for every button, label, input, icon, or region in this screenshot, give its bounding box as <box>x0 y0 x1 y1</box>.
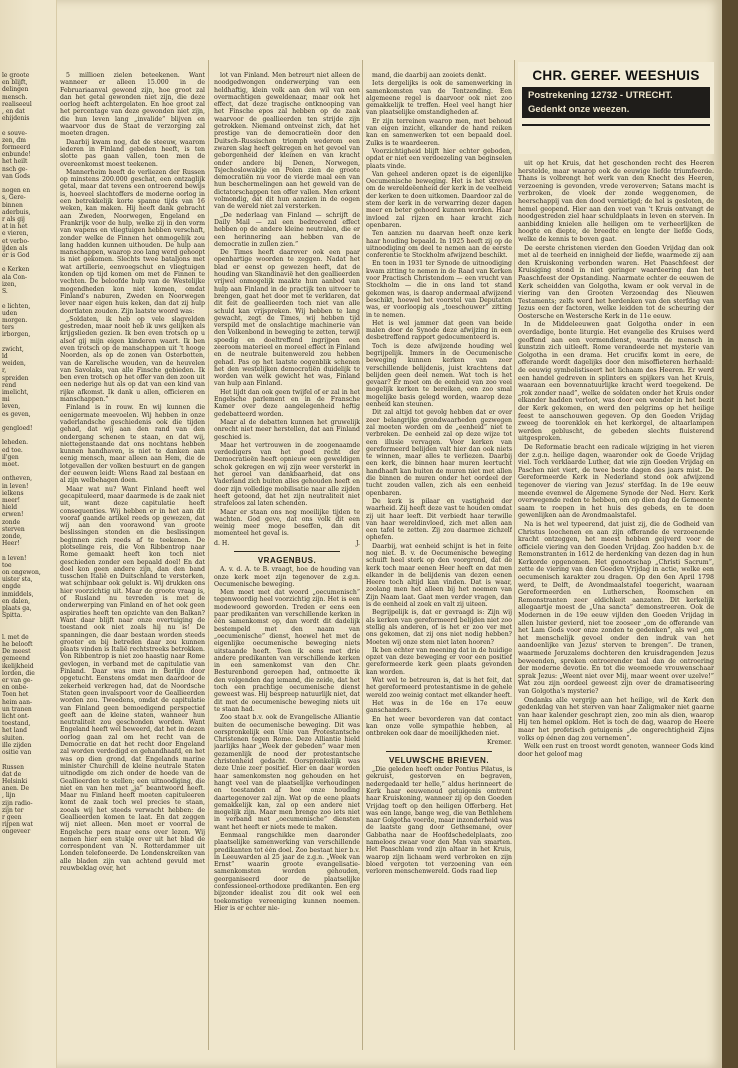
text-line: zonde <box>2 518 21 526</box>
paragraph: Dit zal altijd tot gevolg hebben dat er over zeer belangrijke grondwaarheden gezwegen zal moeten worden om de „eenheid” niet te verbreken. De eenheid zal op deze wijze tot een illusie vervagen. Voor kerken van gereformeerd belijden valt hier dan ook niets te winnen, maar alles te verliezen. Daarbij een kerk, die binnen haar muren leertucht handhaaft kan buiten de muren niet met allen die binnen de muren onder het oordeel der tucht zouden vallen, zich als een eenheid openbaren. <box>366 409 512 497</box>
paragraph: Maar wat nu? Want Finland heeft wel gecapituleerd, maar daarmede is de zaak niet uit, want deze capitulatie heeft consequenties. Wij hebben er in het aan dit vooraf gaande artikel reeds op gewezen, dat wij aan den voorawond van groote beslissingen stonden en die beslissingen beginnen zich reeds af te teekenen. De plotselinge reis, die Von Ribbentrop naar Rome gemaakt heeft kon toch niet geschieden zonder een bepaald doel! En dat doel kon geen andere zijn, dan den band tusschen Italië en Duitschland te versterken, wat schijnbaar ook gelukt is. Wij drukken ons hier voorzichtig uit. Maar de groote vraag is, of Rusland nu tevreden is met de onderwerping van Finland en of het ook geen aspiraties heeft ten opzichte van den Balkan? Want daar blijft naar onze overtuiging de toestand ook niet zoals hij nu is! De spanningen, die daar bestaan worden steeds grooter en bij betreden daar zou kunnen plaats vinden is Italië rechtstreeks betrokken. Von Ribbentrop is niet zoo haastig naar Rome gevlogen, in verband met de capitulatie van Finland. Daar was men in Berlijn door opgetucht. Eenstens omdat men daardoor de zekerheid verkregen had, dat de Noordsche Staten geen invalspoort voor de Geallieerden worden zou. Tweedens, omdat de capitulatie van Finland geen bemoedigend perspectief geeft aan de kleine staten, wanneer hun neutraliteit zou geschonden worden. Want Engeland heeft wel beweerd, dat het in dezen oorlog gaan zal om het recht van de Democratie en dat het recht door Engeland zal worden verdedigd en gehandhaafd, en het was op dien grond, dat Engelands marine minister Churchill de kleine neutrale Staten uitnodigde om zich onder de hoede van de Geallieerden te stellen; een uitnoodiging, die niet en van hen met „ja” beantwoord heeft. Maar nu Finland heeft moeten capituleeren komt de zaak toch wel precies te staan, zooals wij het steeds verwacht hebben: de Geallieerden komen te laat. En dat zeggen wij niet alleen. Men moet er voorral de Engelsche pers maar eens over lezen. Wij nemen hier een stukje over uit het blad de correspondent van N. Rotterdammer uit Londen telefoneerde. De Londenskreiken van alle bladen zijn van achtend gevuld met reuwbeklag over, het <box>60 485 205 873</box>
text-line: spreiden <box>2 374 29 382</box>
paragraph: De Times heeft daarover ook een paar openhartige woorden te zeggen. Nadat het blad er eenst op gewezen heeft, dat de houding van Skandinavië het den geallieerden vrijwel onmogelijk maakte hun aanbod van hulp aan Finland in de practijk ten uitvoer te brengen, gaat het door met te verklaren, dat dit feit de geallieerden toch niet van alle schuld kan vrijspreken. Wij hebben te lang gewacht, zegt de Times, wij hebben tijd verspild met de onslachtige machinerie van den Volkenbond in beweging te zetten, terwijl spoedig en doeltreffend ingrijpen een zeeroom materieel en moreel effect in Finland en de neutrale buitenwereld zou hebben gehad. Pas op het laatste oogenblik schenen het den westelijken democratiën duidelijk te worden van welk gewicht het was, Finland van hulp aan Finland. <box>214 249 360 388</box>
text-line: uister sta, <box>2 576 33 584</box>
paragraph: En toen in 1931 ter Synode de uitnoodiging kwam zitting te nemen in de Raad van Kerken voor Practisch Christendom — een vrucht van Stockholm — die in ons land tot stand gekomen was, is daarop andermaal afwijzend beschikt, hoewel het voorstel van Deputaten was, er voorloopig als „toeschouwer” zitting in te nemen. <box>366 260 512 319</box>
paragraph: Maar al de debatten kunnen het gruwelijk onrecht niet meer herstellen, dat aan Finland geschied is. <box>214 418 360 441</box>
text-line <box>2 627 52 634</box>
paragraph: Welk een rust en troost wordt genoten, wanneer Gods kind door het geloof mag <box>518 743 714 758</box>
masthead-title: CHR. GEREF. WEESHUIS <box>532 68 700 83</box>
paragraph: Daarbij, wat eenheid schijnt is het in feite nog niet. B. v. de Oecumenische beweging schuift heel sterk op den voorgrond, dat de kerk toch maar eenen Heer heeft en dat men elkander in de belijdenis van dezen eenen Heere toch altijd kan vinden. Dat is waar, zoolang men het alleen bij het noemen van Zijn Naam laat. Gaat men verder vragen, dan is de eenheid al zoek en valt zij uiteen. <box>366 542 512 609</box>
text-line: mensch. <box>2 93 28 101</box>
text-line: meer! <box>2 496 21 504</box>
text-line <box>2 619 52 626</box>
article-signature <box>214 540 360 547</box>
column-rule <box>514 60 515 1050</box>
paragraph: Maar het vertrouwen in de zoogenaamde verdedigers van het goed recht der Democratieën heeft opnieuw een geweldigen schok gekregen en wij zijn weer versterkt in het geroel van dankbaarheid, dat ons Vaderland zich buiten alles gehouden heeft en door zijn volledige mobilisatie naar alle zijden heeft getoond, dat het zijn neutraliteit niet strafeloos zal laten schenden. <box>214 441 360 508</box>
text-line: gemeend <box>2 655 30 663</box>
paragraph: lot van Finland. Men betreurt niet alleen de noodgedwongen onderwerping van een heldhaftig, klein volk aan den wil van een overmachtigen geweldenaar, maar ook het effect, dat deze tragische ontknooping van het Finsche epos zal hebben op de zaak waarvoor de geallieerden ten strijde zijn getrokken. Niemand ontveinst zich, dat het prestige van de democratieën door den Duitsch–Russischen triomph wederom een zwaren slag heeft gekregen en het gevoel van geborgenheid der kleinen en van kracht onder andere bij Denen, Norwegen, Tsjechoslowakije en Polen zien de groote democratiën nu voor de vierde maal een van hun beschermelingen aan het geweld van de dictatorschappen ten offer vallen. Men erkent volmondig, dat dit hun aanzien in de oogen van de wereld niet zal versterken. <box>214 72 360 211</box>
text-line: lorden, die <box>2 669 35 677</box>
text-line: van Gods <box>2 172 31 180</box>
text-line: rijpen wat <box>2 821 33 829</box>
text-line: en dalen, <box>2 597 30 605</box>
paragraph: Er zijn terreinen waarop men, met behoud van eigen inzicht, elkander de hand reiken kan en samenwerken tot een bepaald doel. Zulks is te waardeeren. <box>366 117 512 147</box>
text-line: binnen <box>2 201 23 209</box>
text-line: dat de <box>2 770 22 778</box>
text-line: e lichten, <box>2 302 31 310</box>
text-line: on ongewon, <box>2 569 41 577</box>
text-line: il'gen <box>2 453 19 461</box>
text-line <box>2 295 52 302</box>
text-line: ongeveer <box>2 828 31 836</box>
text-line: delingen <box>2 86 29 94</box>
text-line <box>2 432 52 439</box>
vragenbus-article <box>214 566 360 912</box>
text-line: morgen. <box>2 316 28 324</box>
paragraph: Het lijdt dan ook geen twijfel of er zal in het Engelsche parlement en in de Fransche Kamer over deze aangelegenheid heftig gedebatteerd worden. <box>214 388 360 418</box>
article-separator <box>234 551 340 552</box>
text-line: realiseeul <box>2 100 32 108</box>
text-line: le groote <box>2 72 30 79</box>
paragraph: En het weer bevorderen van dat contact kan onze volle sympathie hebben, al ontbreken ook daar de moeilijkheden niet. <box>366 715 512 738</box>
text-line: zijn radio- <box>2 799 33 807</box>
text-line: zijn ter <box>2 806 24 814</box>
text-line: r, <box>2 367 7 375</box>
column-1 <box>60 72 205 873</box>
paragraph: Maar er staan ons nog moeilijke tijden te wachten. God geve, dat ons volk dit een weinig meer moge beseffen, dan dit momenteel het geval is. <box>214 508 360 538</box>
paragraph: „De nederlaag van Finland — schrijft de Daily Mail — zal een bedroevend effect hebben op de andere kleine neutralen, die er een herinnering aan hebben van de democratie in zullen zien.” <box>214 211 360 248</box>
paragraph: uit op het Kruis, dat het geschonden recht des Heeren herstelde, maar waarop ook de eeuwige liefde triumfeerde. Thans is volbrengt het werk van den Knecht des Heeren, verzoening is gevonden, vrede veroverven; Satans macht is verbroken, de vloek der zonde weggenomen, de heerschappij van den dood vernietigd; de hel is gesloten, de hemel geopend. Hier aan den voet van 't Kruis ontvangt de noodgestreden ziel haar schuldplaats in leven en sterven. In aanbidding knielen alle heiligen om te verheerlijken de hoogte en diepte, de breedte en lengte der liefde Gods, welke de kennis te boven gaat. <box>518 160 714 243</box>
paragraph: „Die geleden heeft onder Pontius Pilatus, is gekruist, gestorven en begraven, nedergedaald ter helle,” aldus herinneert de Kerk haar eeuwenoud getuigenis omtrent haar Kruiskoning, wanneer zij op den Goeden Vrijdag toeft op den heiligen Offerberg. Het was een lange, bange weg, die van Bethlehem naar Golgotha voerde, maar inzonderheid was de laatste gang door Gethsemané, over Gabbatha naar de Hoofdschedelplaats, zoo nameloos zwaar voor den Man van smarten. Het Paaschlam vond zijn altaar in het Kruis, waarop zijn lichaam werd verbroken en zijn bloed vergoten tot verzoening van een verloren menschenwereld. Gods raad liep <box>366 766 512 876</box>
text-line: anen. De <box>2 785 30 793</box>
text-line: erwen! <box>2 511 24 519</box>
article-separator <box>386 751 492 752</box>
text-line <box>2 259 52 266</box>
text-line: heim aan- <box>2 698 32 706</box>
text-line: het heilt <box>2 158 28 166</box>
paragraph: Wat wel te betreuren is, dat is het feit, dat het gereformeerd protestantisme in de gehele wereld zoo weinig contact met elkander heeft. <box>366 677 512 699</box>
text-line: inmiddels, <box>2 590 34 598</box>
text-line: in leven! <box>2 482 29 490</box>
column-rule <box>208 60 209 1050</box>
paragraph: mand, die daarbij aan zooiets denkt. <box>372 72 487 79</box>
text-line: ld <box>2 352 8 360</box>
text-line: ters <box>2 324 14 332</box>
text-line <box>2 547 52 554</box>
text-line: moet. <box>2 460 20 468</box>
veluwsche-brieven-article <box>366 766 512 875</box>
text-line: Toen het <box>2 691 29 699</box>
text-line: e souve- <box>2 129 27 137</box>
text-line: leven, <box>2 403 21 411</box>
text-line: enbunde! <box>2 151 31 159</box>
paragraph: Men moet met dat woord „oecumenisch” tegenwoordig heel voorzichtig zijn. Het is een modewoord geworden. Treden er eens een paar predikanten van verschillende kerken in één samenkomst op, dan wordt dit dadelijk bestempeld met den naam van „oecumenische” dienst, hoewel het met de eigenlijke oecumenische beweging niets uitstaande heeft. Toen ik eens met drie andere predikanten van verschillende kerken in een samenkomst van den Chr. Besturenbond geroepen had, ontmoette ik den volgenden dag iemand, die zeide, dat het toch een prachtige oecumenische dienst geweest was. Hij bespreep natuurlijk niet, dat dit met de oecumenische beweging niets uit te staan had. <box>214 589 360 713</box>
text-line: ontheven, <box>2 475 33 483</box>
text-line: e Kerken <box>2 266 30 274</box>
paragraph: Het was in de 16e en 17e eeuw ganschanders. <box>366 699 512 715</box>
masthead-postal: Postrekening 12732 - UTRECHT. <box>522 87 710 103</box>
paragraph: In de Middeleeuwen gaat Golgotha onder in een overdadige, bonte liturgie. Het evangelie des Kruises werd geoffend aan een vormendienst, waarin de mensch in kunstzin zich uitleeft. Rome verandeerde net mysterie van Golgotha in een drama. Het crucifix komt in eere, de offerande wordt dagelijks door den misoffieteren herhaald: de eeuwig symbolistiseert het lichaam des Heeren. Er werd een handel gedreven in splinters en spijkers van het Kruis, waaraan een bovennatuurlijke kracht werd toegekend. De „rok zonder naad”, welke de soldaten onder het Kruis onder elkander hadden verloot, was door een wonder in het bezit der Kerk gekomen, en werd den pelgrims op het heilige feest te aanschouwen gegeven. Op den Goeden Vrijdag zweeg de toorenklok en het kerkorgel, de altaarlampen werden gebluscht, de gebeden slechts fluisterend uitgesproken. <box>518 321 714 443</box>
column-4 <box>518 160 714 759</box>
masthead-motto: Gedenkt onze weezen. <box>522 103 710 118</box>
vragenbus-heading: VRAGENBUS. <box>257 556 317 565</box>
text-line: r geen <box>2 813 22 821</box>
text-line: ijden als <box>2 244 28 252</box>
text-line: uden <box>2 309 18 317</box>
text-line <box>2 339 52 346</box>
text-line: un tranen <box>2 705 32 713</box>
text-line: rend <box>2 381 17 389</box>
text-line: Russen <box>2 763 24 771</box>
column-rule <box>362 60 363 1050</box>
text-line: mi <box>2 396 10 404</box>
text-line: ikelijkheid <box>2 662 34 670</box>
paragraph: Toch is deze afwijzende houding wel begrijpelijk. Immers in de Oecumenische beweging kunnen kerken van zeer verschillende belijdenis, juist krachtens dat belijden geen deel nemen. Wat toch is het gevaar? Er moet om de eenheid van zoo veel mogelijk kerken te bereiken, een zoo smal mogelijke basis gelegd worden, waarop deze eenheid kan steunen. <box>366 342 512 409</box>
paragraph: Mannerheim heeft de verliezen der Russen op minstens 200.000 geschat, een ontzaglijk getal, maar dat tevens een ontroerend bewijs is, hoeveel slachtoffers de moderne oorlog in een betrekkelijk korte spanne tijds van 16 weken, kan maken. Hij heeft dank gebracht aan Zweden, Noorwegen, Engeland en Frankrijk voor de hulp, welke zij in den vorm van wapens en vliegtuigen hebben verschaft, zonder welke de Finnen het onmogelijk zou lang hadden kunnen uithouden. De hulp aan manschappen, waarop zoo lang werd gehoopt is niet gekomen. Slechts twee bataljons met wat artillerie, eenvoegschut en vliegtuigen konden op tijd komen om met de Finnen te vechten. De beloofde hulp van de Westelijke mogendheden kon niet komen, omdat Finland's naburen, Zweden en Noorwegen lever naar eigen huis keken, dan dat zij hulp doortlaten zouden. Zijn laatste woord was: <box>60 168 205 315</box>
signature-initials: d. H. <box>214 539 230 547</box>
text-line: l. met de <box>2 633 29 641</box>
text-line: en blijft, <box>2 79 28 87</box>
paragraph: Finland is in rouw. En wij kunnen die eenigermate meevoelen. Wij hebben in onze vaderlandsche geschiedenis ook die tijden gehad, dat wij aan den rand van den ondergang schenen te staan, en dat wij, niettegenstaande dat ons nochtans hebben kunnen handhaven, is niet te danken aan eenig mensch, maar alleen aan Hem, die de lotgevallen der volken bestuurt en de gangen der eeuwen leidt: Wiens Raad zal bestaan en al zijn welbehagen doen. <box>60 404 205 485</box>
signature-letter: J. <box>356 539 360 547</box>
text-line: , en dat <box>2 108 25 116</box>
text-line: nogen en <box>2 187 31 195</box>
previous-page-column <box>2 72 52 836</box>
text-line <box>2 122 52 129</box>
text-line <box>2 180 52 187</box>
paragraph: Eenmaal rangschikke men daaronder plaatselijke samenwerking van verschillende predikanten tot één doel. Zoo bestaat hier b.v. in Leeuwarden al 25 jaar de z.g.n. „Week van Ernst” waarin groote evangelisatie-samenkomsten worden gehouden, georganiseerd door de plaatselijke confessioneel-orthodoxe predikanten. Een erg bijzonder idealist zou dit ook wel een toekomstige vereeniging kunnen noemen. Hier is er echter nie- <box>214 831 360 912</box>
text-line: n leven! <box>2 554 27 562</box>
text-line: he belooft <box>2 641 33 649</box>
text-line: zen, dm <box>2 136 26 144</box>
column-2 <box>214 72 360 913</box>
text-line: gengloed! <box>2 424 33 432</box>
article-oecumene-continued <box>366 72 512 737</box>
text-line: et verbo- <box>2 237 30 245</box>
article-signature-kremer: Kremer. <box>486 739 512 747</box>
text-line: ala Con- <box>2 273 28 281</box>
text-line: at in het <box>2 223 28 231</box>
text-line: er is God <box>2 252 30 260</box>
text-line: en onbe- <box>2 684 29 692</box>
text-line: , lijn <box>2 792 16 800</box>
paragraph: Iets dergelijks is ook de samenwerking in samenkomsten van de Tentzending. Een algemeene regel is daarvoor ook niet zoo gemakkelijk te treffen. Heel veel hangt hier van plaatselijke omstandigheden af. <box>366 80 512 117</box>
text-line: het land <box>2 727 27 735</box>
text-line: hield <box>2 504 18 512</box>
article-finland-continued <box>214 72 360 538</box>
text-line: plaats ga, <box>2 605 32 613</box>
text-line: ille zijden <box>2 741 32 749</box>
text-line: s, Gere- <box>2 194 26 202</box>
paragraph: Het is wel jammer dat geen van beide malen door de Synode deze afwijzing in een desbetreffend rapport gedocumenteerd is. <box>366 319 512 342</box>
text-line: weiden, <box>2 360 26 368</box>
paragraph: De Reformatie bracht een radicale wijziging in het vieren der z.g.n. heilige dagen, waaronder ook de Goede Vrijdag viel. Toch verklaarde Luther, dat wie zijn Goeden Vrijdag en Paschen niet viert, de twee beste dagen des jaars mist. De Gereformeerde Kerk in Nederland stond ook afwijzend tegenover de viering van Jezus' sterfdag. In de 19e eeuw meende evenwel de Algemene Synode der Ned. Herv. Kerk overwegende reden te hebben, om op dien dag de Gemeente saam te roepen in het huis des gebeds, en te doen gewenlijken aan de Avondmaalstafel. <box>518 443 714 520</box>
text-line: nsch ge- <box>2 165 28 173</box>
paragraph: Zoo staat b.v. ook de Evangelische Alliantie buiten de oecumenische beweging. Dit was oorspronkelijk een Unie van Protestantsche Christenen tegen Rome. Deze Alliantie hield jaarlijks haar „Week der gebeden” waar men gezamenlijk de nood der protestantsche christenheid gedacht. Oorspronkelijk was deze Unie zeer positief. Hier en daar worden haar samenkomsten nog gehouden en het hangt veel van de plaatselijke verhoudingen en toestanden af hoe onze houding daartegenover zal zijn. Wat op de eene plaats gemakkelijk kan, zal op een andere niet mogelijk zijn. Maar men brenge zoo iets niet in verband met „oecumenische” diensten want het heeft er niets mede te maken. <box>214 714 360 831</box>
paragraph: Ondanks alle vergrijp aan het heilige, wil de Kerk den gedenkdag van het sterven van haar Zaligmaker niet gaarne van haar kalender geschrapt zien, zoo min als dien, waarop Hij ten hemel opklom. Het is toch de dag, waarop de Heere maar het profetisch getuigenis „de ongerechtigheid Zijns volks op éénen dag zou vernemen”. <box>518 696 714 742</box>
paragraph: Daarbij kwam nog, dat de steeuw, waarom iederen in Finland gebeden heeft, is ten slotte pas gaan vallen, toen men de overeenkomst moest teekenen. <box>60 138 205 168</box>
text-line <box>2 418 52 425</box>
text-line: sluiten. <box>2 734 25 742</box>
paragraph: Van geheel anderen opzet is de eigenlijke Oecumenische beweging. Het is het streven om de wereldeëenheid der kerk in de veelheid der kerken te doen uitkomen. Daardoor zal de stem der kerk in de verwarring dezer dagen meer en beter gehoord kunnen worden. Haar invloed zal rijzen en haar kracht zich openbaren. <box>366 170 512 229</box>
text-line: licht ont- <box>2 713 30 721</box>
text-line: e vieren, <box>2 230 29 238</box>
text-line: aderbuis, <box>2 208 31 216</box>
text-line <box>2 468 52 475</box>
text-line: toe <box>2 561 12 569</box>
text-line: sterven <box>2 525 25 533</box>
text-line: zonde, <box>2 533 22 540</box>
text-line: leheden. <box>2 439 29 447</box>
text-line: ositie van <box>2 749 32 757</box>
paragraph: Ik ben echter van meening dat in de huidige opzet van deze beweging er voor een positief gereformeerde kerk geen plaats gevonden kan worden. <box>366 646 512 676</box>
text-line: irborgen, <box>2 331 31 339</box>
text-line: zwicht, <box>2 345 24 353</box>
text-line: ed toe. <box>2 446 23 454</box>
masthead-rule <box>522 124 710 126</box>
text-line: De meest <box>2 648 31 656</box>
text-line: formeerd <box>2 144 31 152</box>
text-line: ehijdenis <box>2 115 30 123</box>
paragraph: De eerste christenen vierden den Goeden Vrijdag dan ook met al de teerheid en innigheid der liefde, waarmede zij aan den Kruiskoning verbonden waren. Het Paaschfeest der Kruisiging stond in niet geringer waardeering dan het Paaschfeest der Opstanding. Naarmate echter de eeuwen de Kerk scheidden van Golgotha, kwam er ook verval in de viering van den Grooten Verzoendag des Nieuwen Testaments; zelfs werd het herdenken van den sterfdag van Jezus een der factoren, welke leidden tot de scheuring der Oostersche en Westersche Kerk in de 11e eeuw. <box>518 244 714 320</box>
text-line: er van ge- <box>2 677 33 685</box>
text-line: es geven, <box>2 410 31 418</box>
text-line: Helsinki <box>2 777 28 785</box>
paragraph: De kerk is pilaar en vastigheid der waarheid. Zij heeft deze vast te houden omdat zij uit haar leeft. Dit verbiedt haar terwille van haar wereldinvloed, zich met allen aan een tafel te zetten. Zij zou daarmee zichzelf ophefen. <box>366 497 512 542</box>
paragraph: Ten aanzien nu daarvan heeft onze kerk haar houding bepaald. In 1925 heeft zij op de uitnoodiging om deel te nemen aan de eerste conferentie te Stockholm afwijzend beschikt. <box>366 230 512 260</box>
text-line: engde <box>2 583 21 591</box>
veluwsche-brieven-heading: VELUWSCHE BRIEVEN. <box>388 755 490 765</box>
paragraph: A. v. d. A. te B. vraagt, hoe de houding van onze kerk moet zijn tegenover de z.g.n. Oecumenische beweging. <box>214 566 360 588</box>
text-line <box>2 756 52 763</box>
text-line: ielkens <box>2 489 24 497</box>
paragraph: 5 millioen zielen beteekenen. Want wanneer er alleen 15.000 in de Februariaanval gewond zijn, hoe groot zal dan het getal gewonden niet zijn, die deze oorlog heeft achtergelaten. En hoe groot zal het percentage van deze gewonden niet zijn, die hun leven lang „invalide” blijven en waarvoor dus de Staat de verzorging zal moeten dragen. <box>60 72 205 138</box>
paragraph: Begrijpelijk is, dat er gevraagd is: Zijn wij als kerken van gereformeerd belijden niet zoo stellig als anderen, of is het er zoo ver met ons gekomen, dat zij ons niet nodig hebben? Moeten wij onze stem niet laten hooren? <box>366 609 512 646</box>
text-line: Spitta. <box>2 612 23 620</box>
paragraph: „Soldaten, ik heb op vele slagvelden gestreden, maar nooit heb ik uws gelijken als krijgslieden gezien. Ik ben even trotsch op u alsof gij mijn eigen kinderen waart. Ik ben even trotsch op de manschappen uit 't hooge Noorden, als op de zonen van Osterbotten, van de Karelische wouden, van de heuvelen van Savolaks, van alle Finsche gebieden. Ik ben even trotsch op het offer van den zoon uit een nederige hut als op dat van een kind van rijke afkomst. Ik dank u allen, officieren en manschappen.” <box>60 315 205 404</box>
paragraph: Na is het wel typeerend, dat juist zij, die de Godheid van Christus loochenen en aan zijn offerande de verzoenende kracht ontzeggen, het meest hebben geijverd voor de officiele viering van den Goeden Vrijdag. Zoo hadden b.v. de Remonstranten in 1612 de herdenking van dezen dag in hun Kerkorde opgenomen. Het genootschap „Christi Sacrum”, zette de viering van den Goeden Vrijdag in actie, welke een oecumenisch karakter zou dragen. Op den 6en April 1798 werd, te Delft, de Avondmaalstafel toegericht, waaraan Gereformeerden en Lutherschen, Roomschen en Remonstranten zeer eldichkeit aanzaten. Dit kerkelijk allegaartje moest de „Una sancta” demonstreeren. Ook de Modernen in de 19e eeuw vijlden den Goeden Vrijdag in allen luister gevierd, niet toe zooseer „om de offerande van het Lam Gods voor onze zonden te gedenken”, als wel „om het menschelijk gevoel onder den indruk van het aandoenlijke van Jezus' sterven te brengen”. De tranen, waarmede Jeruzalems dochteren den kruisdragenden Jezus beweenden, spreken ontroerender taal dan de ontroering der moderne devotie. En tot die weemoede vrouwenschaar sprak Jezus: „Weent niet over Mij, maar weent over uzelve!” Wat zou zijn oordeel geweest zijn over de dramatiseering van Golgotha's mysterie? <box>518 520 714 695</box>
paragraph: Voorzichtigheid blijft hier echter geboden, opdat er niet een verdoezeling van beginselen plaats vinde. <box>366 147 512 170</box>
text-line: toestand, <box>2 720 31 728</box>
text-line: S. <box>2 288 8 296</box>
text-line: Heer! <box>2 540 20 548</box>
column-3 <box>366 72 512 876</box>
text-line: r als gij <box>2 216 25 224</box>
text-line: imelicht, <box>2 388 29 396</box>
text-line: izen, <box>2 280 17 288</box>
weeshuis-masthead <box>518 62 714 154</box>
